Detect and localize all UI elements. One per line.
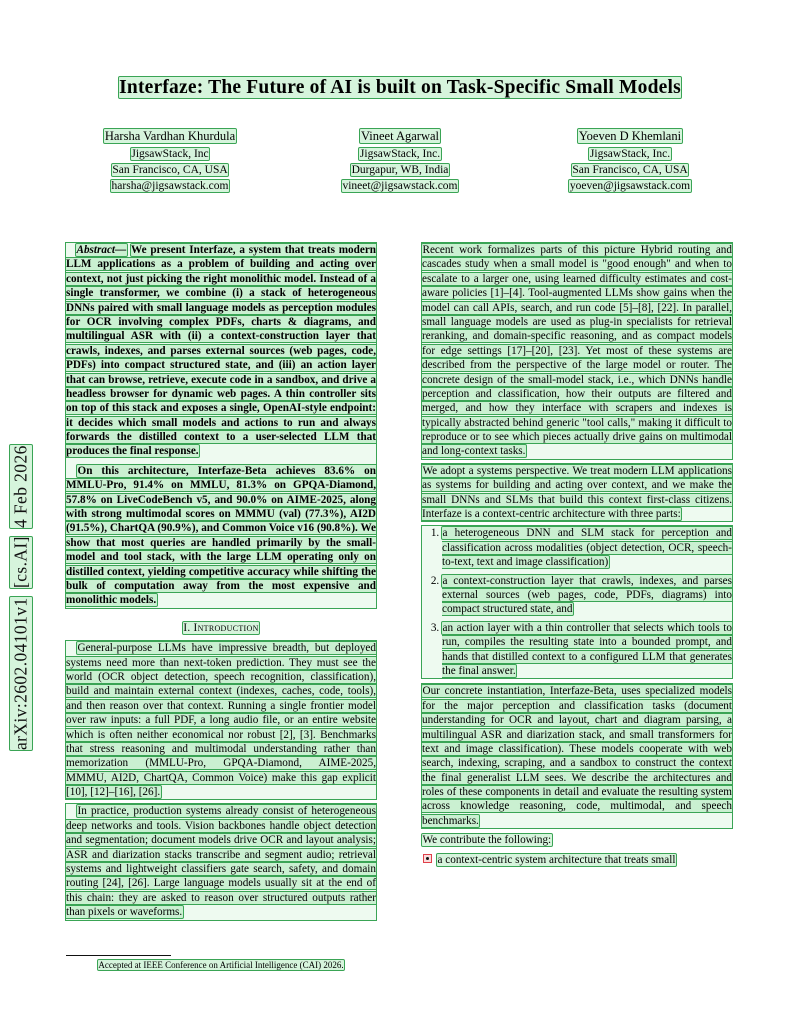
list-item (437, 853, 732, 867)
bullet-icon (424, 855, 431, 862)
section-heading-introduction (66, 621, 376, 635)
contribution-1-text: a context-centric system architecture that treats small (437, 853, 676, 866)
instantiation-block (422, 684, 732, 828)
abstract-paragraph-1: We present Interfaze, a system that treats modern LLM applications as a problem of building and acting over context, not just picking the right monolithic model. Instead of a single transformer, we combine (i) a stack of heterogeneous DNNs paired with small language models as perception modules for OCR involving complex PDFs, charts & diagrams, and multilingual ASR with (ii) a context-construction layer that crawls, indexes, and parses external sources (web pages, code, PDFs) into compact structured state, and (iii) an action layer that can browse, retrieve, execute code in a sandbox, and drive a headless browser for dynamic web pages. A thin controller sits on top of this stack and exposes a single, OpenAI-style endpoint: it decides which small models and actions to run and always forwards the distilled context to a user-selected LLM that produces the final response. (66, 244, 377, 458)
author-block (70, 128, 730, 195)
intro-paragraph-2: In practice, production systems already consist of heterogeneous deep networks and tools. Vision backbones handle object detection and segmentation; document models drive OCR and layout analysis; ASR and diarization stacks transcribe and segment audio; retrieval systems and lightweight classifiers gate search, safety, and domain routing [24], [26]. Large language models usually sit at the end of this chain: they are asked to reason over structured outputs rather than pixels or waveforms. (66, 805, 376, 919)
author-email[interactable]: harsha@jigsawstack.com (111, 180, 229, 193)
author-1 (70, 128, 270, 195)
column-right (422, 243, 732, 870)
list-item (442, 526, 732, 569)
column-left (66, 243, 376, 925)
author-affiliation: JigsawStack, Inc. (589, 147, 671, 160)
architecture-parts-list (422, 526, 732, 678)
author-email[interactable]: vineet@jigsawstack.com (342, 180, 458, 193)
footer-rule (66, 955, 171, 956)
page-footer (66, 955, 376, 970)
part-1-text: a heterogeneous DNN and SLM stack for perception and classification across modalities (object detection, OCR, speech-to-text, text and image classification) (442, 527, 732, 569)
author-location: Durgapur, WB, India (351, 164, 449, 177)
author-affiliation: JigsawStack, Inc. (359, 147, 441, 160)
author-name: Yoeven D Khemlani (578, 129, 682, 143)
contributions-lead-block (422, 833, 732, 847)
part-2-text: a context-construction layer that crawls, indexes, and parses external sources (web pages, code, PDFs, diagrams) into compact structured state, and (442, 574, 732, 616)
section-heading-text: I. Introduction (183, 621, 259, 634)
right-paragraph-3: Our concrete instantiation, Interfaze-Beta, uses specialized models for the major perception and classification tasks (document understanding for OCR and layout, chart and diagram parsing, a multilingual ASR and diarization stack, and small transformers for text and image classification). These models cooperate with web search, indexing, scraping, and a sandbox to construct the context the final generalist LLM sees. We describe the architectures and roles of these components in detail and evaluate the resulting system across knowledge reasoning, code, multimodal, and speech benchmarks. (422, 685, 732, 827)
page-title (70, 75, 730, 100)
abstract-label: Abstract— (76, 244, 127, 256)
author-email[interactable]: yoeven@jigsawstack.com (569, 180, 691, 193)
abstract-paragraph-2: On this architecture, Interfaze-Beta achieves 83.6% on MMLU-Pro, 91.4% on MMLU, 81.3% on GPQA-Diamond, 57.8% on LiveCodeBench v5, and 90.0% on AIME-2025, along with strong multimodal scores on MMMU (val) (77.3%), AI2D (91.5%), ChartQA (90.9%), and Common Voice v16 (90.8%). We show that most queries are handled primarily by the small-model and tool stack, with the large LLM operating only on distilled context, yielding competitive accuracy while shifting the bulk of computation away from the most expensive and monolithic models. (66, 464, 376, 607)
author-2 (300, 128, 500, 195)
intro-paragraph-2-block (66, 804, 376, 919)
author-location: San Francisco, CA, USA (572, 164, 688, 177)
list-item (442, 574, 732, 617)
author-name: Harsha Vardhan Khurdula (104, 129, 236, 143)
author-3 (530, 128, 730, 195)
arxiv-id: arXiv:2602.04101v1 (10, 597, 31, 750)
author-location: San Francisco, CA, USA (112, 164, 228, 177)
footer-note: Accepted at IEEE Conference on Artificial Intelligence (CAI) 2026. (98, 960, 344, 970)
list-item (442, 621, 732, 679)
abstract-block (66, 243, 376, 608)
author-affiliation: JigsawStack, Inc (131, 147, 209, 160)
intro-paragraph-1-block (66, 641, 376, 799)
intro-paragraph-1: General-purpose LLMs have impressive breadth, but deployed systems need more than next-token prediction. They must see the world (OCR object detection, speech recognition, classification), build and maintain external context (indexes, caches, code, tools), and then reason over that context. Running a single frontier model over raw inputs: a full PDF, a long audio file, or an entire website which is often neither economical nor robust [2], [3]. Benchmarks that stress reasoning and multimodal understanding rather than memorization (MMLU-Pro, GPQA-Diamond, AIME-2025, MMMU, AI2D, ChartQA, Common Voice) make this gap explicit [10], [12]–[16], [26]. (66, 642, 376, 799)
arxiv-category: [cs.AI] (10, 536, 31, 589)
arxiv-date: 4 Feb 2026 (10, 444, 31, 528)
related-work-block (422, 243, 732, 459)
right-paragraph-1: Recent work formalizes parts of this picture Hybrid routing and cascades study when a small model is "good enough" and when to escalate to a larger one, using learned difficulty estimates and cost-aware policies [1]–[4]. Tool-augmented LLMs show gains when the model can call APIs, search, and run code [5]–[8], [22]. In parallel, small language models are used as plug-in specialists for retrieval reranking, and domain-specific reasoning, and as compact models for edge settings [17]–[20], [23]. Yet most of these systems are described from the perspective of the large model or router. The concrete design of the small-model stack, i.e., which DNNs handle perception and classification, how their outputs are filtered and merged, and how they interface with scrapers and indexes is typically abstracted behind generic "tool calls," making it difficult to reproduce or to see which pieces actually drive gains on multimodal and long-context tasks. (422, 244, 732, 458)
systems-perspective-block (422, 464, 732, 522)
title-text: Interfaze: The Future of AI is built on Task-Specific Small Models (119, 77, 681, 98)
right-paragraph-2: We adopt a systems perspective. We treat modern LLM applications as systems for building and acting over context, and we make the small DNNs and SLMs that build this context first-class citizens. Interfaze is a context-centric architecture with three parts: (422, 464, 732, 521)
part-3-text: an action layer with a thin controller that selects which tools to run, compiles the resulting state into a bounded prompt, and hands that distilled context to a configured LLM that generates the final answer. (442, 621, 732, 677)
author-name: Vineet Agarwal (360, 129, 440, 143)
right-paragraph-4: We contribute the following: (422, 834, 552, 847)
arxiv-spine (10, 290, 46, 750)
contributions-list (422, 853, 732, 867)
